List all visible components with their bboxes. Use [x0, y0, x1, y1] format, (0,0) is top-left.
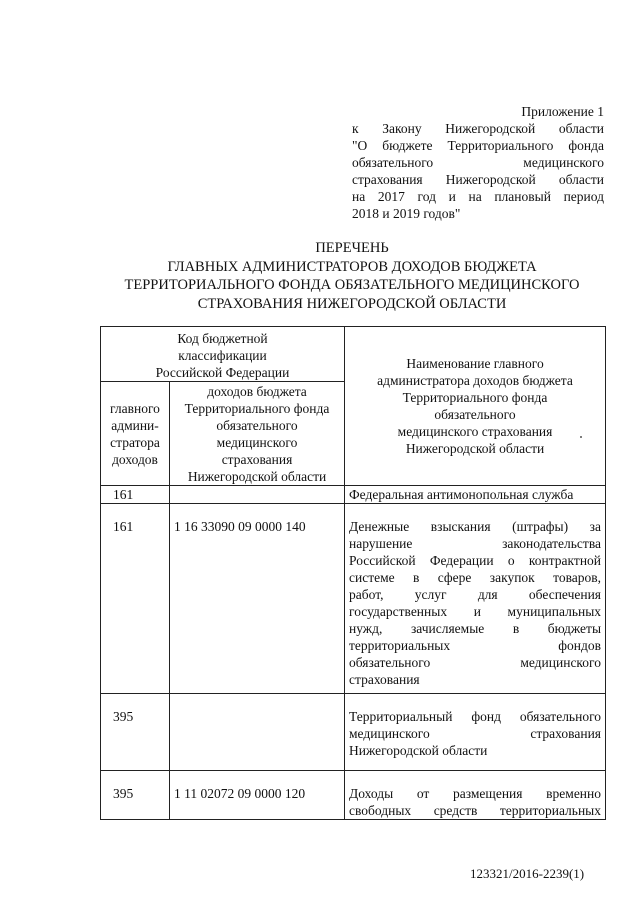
name-line: нарушение законодательства	[349, 536, 602, 551]
name-cell	[345, 486, 606, 504]
name-cell	[345, 771, 606, 820]
name-line: медицинского страхования	[349, 726, 602, 741]
name-cell	[345, 504, 606, 694]
code-group-header	[101, 327, 345, 382]
document-title	[100, 239, 604, 313]
name-line: обязательного медицинского	[349, 655, 602, 670]
title-line: ПЕРЕЧЕНЬ	[315, 240, 389, 256]
name-line: работ, услуг для обеспечения	[349, 587, 602, 602]
title-line: ГЛАВНЫХ АДМИНИСТРАТОРОВ ДОХОДОВ БЮДЖЕТА	[167, 258, 537, 275]
header-line: медицинского	[216, 435, 298, 450]
header-line: доходов бюджета	[207, 384, 307, 399]
income-code-cell: 1 16 33090 09 0000 140	[170, 504, 345, 694]
appendix-line: 2018 и 2019 годов"	[352, 206, 461, 221]
header-line: Территориального фонда	[184, 401, 330, 416]
table-header-row	[101, 327, 606, 382]
title-line: ТЕРРИТОРИАЛЬНОГО ФОНДА ОБЯЗАТЕЛЬНОГО МЕДИЦИНСКОГО	[124, 277, 580, 293]
name-line: Нижегородской области	[349, 743, 488, 758]
admin-column-header	[101, 382, 170, 486]
name-line: нужд, зачисляемые в бюджеты	[349, 621, 602, 636]
name-line: государственных и муниципальных	[349, 604, 602, 619]
table-row	[101, 771, 606, 820]
name-column-header	[345, 327, 606, 486]
name-line: Доходы от размещения временно	[349, 786, 602, 801]
document-number: 123321/2016-2239(1)	[470, 866, 585, 881]
name-line: Федеральная антимонопольная служба	[349, 487, 574, 502]
name-line: территориальных фондов	[349, 638, 602, 653]
header-line: классификации	[178, 348, 267, 363]
scan-speck	[580, 436, 582, 438]
title-line: СТРАХОВАНИЯ НИЖЕГОРОДСКОЙ ОБЛАСТИ	[197, 295, 507, 312]
header-line: Территориального фонда	[402, 390, 548, 405]
admin-code-cell: 161	[101, 486, 170, 504]
appendix-line: "О бюджете Территориального фонда	[352, 138, 604, 153]
header-line: стратора	[110, 434, 160, 450]
table-row	[101, 504, 606, 694]
header-line: Нижегородской области	[187, 469, 327, 484]
name-line: Денежные взыскания (штрафы) за	[349, 519, 602, 534]
admin-code-cell: 161	[101, 504, 170, 694]
name-line: системе в сфере закупок товаров,	[349, 570, 602, 585]
name-line: свободных средств территориальных	[349, 803, 602, 818]
appendix-line: к Закону Нижегородской области	[352, 121, 604, 136]
appendix-line: обязательного медицинского	[352, 155, 604, 170]
name-line: страхования	[349, 672, 420, 687]
header-line: Код бюджетной	[177, 331, 268, 346]
header-line: админи-	[111, 417, 159, 433]
admin-code-cell: 395	[101, 771, 170, 820]
appendix-line: на 2017 год и на плановый период	[352, 189, 604, 204]
administrators-table	[100, 326, 606, 820]
income-code-cell	[170, 694, 345, 771]
income-code-column-header	[170, 382, 345, 486]
name-line: Российской Федерации о контрактной	[349, 553, 602, 568]
header-line: страхования	[221, 452, 293, 467]
income-code-cell: 1 11 02072 09 0000 120	[170, 771, 345, 820]
name-cell	[345, 694, 606, 771]
header-line: Нижегородской области	[405, 441, 545, 456]
income-code-cell	[170, 486, 345, 504]
header-line: обязательного	[216, 418, 298, 433]
header-line: доходов	[112, 451, 158, 467]
header-line: обязательного	[434, 407, 516, 422]
appendix-line: страхования Нижегородской области	[352, 172, 604, 187]
header-line: главного	[110, 400, 160, 416]
header-line: Российской Федерации	[155, 365, 290, 380]
admin-code-cell: 395	[101, 694, 170, 771]
name-line: Территориальный фонд обязательного	[349, 709, 602, 724]
header-line: медицинского страхования	[397, 424, 553, 439]
header-line: администратора доходов бюджета	[377, 373, 573, 388]
appendix-line: Приложение 1	[521, 104, 604, 119]
appendix-block	[352, 103, 604, 222]
table-row	[101, 694, 606, 771]
header-line: Наименование главного	[406, 356, 544, 371]
table-row	[101, 486, 606, 504]
